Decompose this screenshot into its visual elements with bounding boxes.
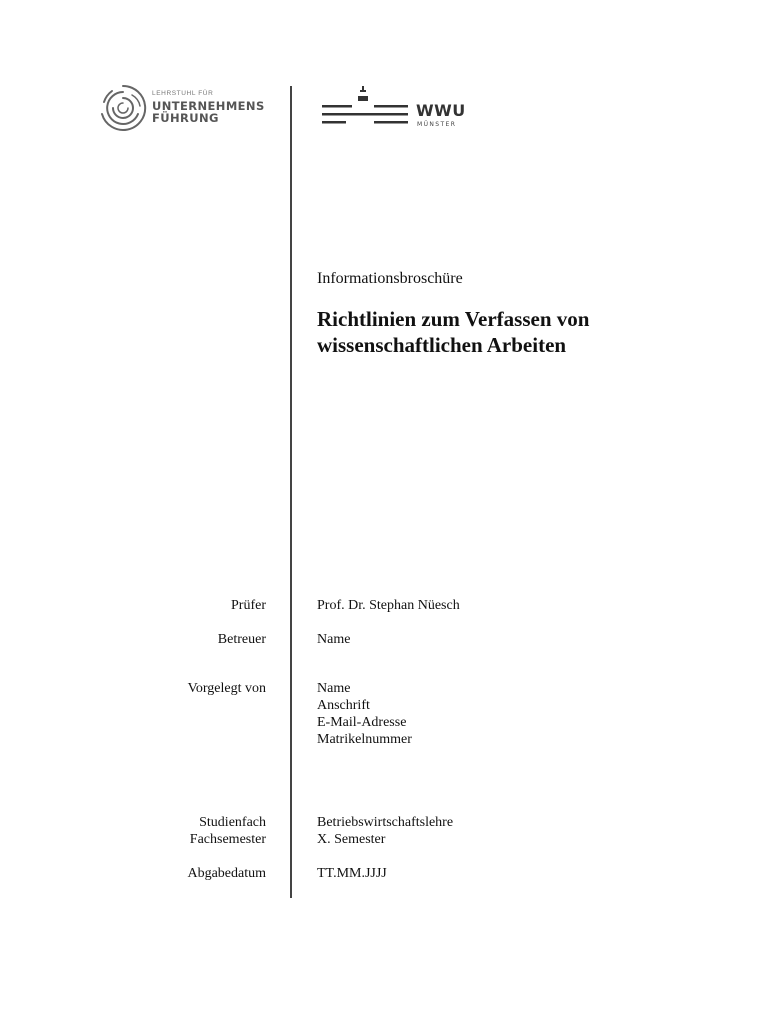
document-title	[317, 306, 737, 358]
chair-logo-line2: FÜHRUNG	[152, 111, 219, 125]
university-crest-icon	[318, 86, 410, 134]
examiner-value: Prof. Dr. Stephan Nüesch	[317, 598, 460, 613]
document-kicker: Informationsbroschüre	[317, 270, 463, 287]
chair-logo	[98, 84, 265, 132]
chair-logo-line1: UNTERNEHMENS	[152, 99, 265, 113]
study-semester-value: X. Semester	[317, 832, 386, 847]
study-subject-value: Betriebswirtschaftslehre	[317, 815, 454, 830]
study-labels	[190, 814, 266, 848]
university-logo-city: MÜNSTER	[417, 121, 457, 128]
due-date-value: TT.MM.JJJJ	[317, 866, 387, 881]
supervisor-label: Betreuer	[217, 632, 266, 647]
vertical-divider	[290, 86, 292, 898]
university-logo	[318, 86, 478, 134]
chair-logo-small-text: LEHRSTUHL FÜR	[152, 90, 214, 97]
submitted-by-value	[317, 680, 412, 748]
study-semester-label: Fachsemester	[189, 832, 266, 847]
submitted-by-matriculation: Matrikelnummer	[317, 732, 412, 747]
document-title-line2: wissenschaftlichen Arbeiten	[317, 333, 567, 357]
circles-logo-icon	[98, 84, 148, 132]
university-logo-name: WWU	[416, 101, 466, 120]
submitted-by-email: E-Mail-Adresse	[317, 715, 407, 730]
submitted-by-label: Vorgelegt von	[187, 681, 266, 696]
submitted-by-address: Anschrift	[317, 698, 370, 713]
document-title-line1: Richtlinien zum Verfassen von	[317, 307, 590, 331]
submitted-by-name: Name	[317, 681, 351, 696]
examiner-label: Prüfer	[231, 598, 266, 613]
study-values	[317, 814, 453, 848]
due-date-label: Abgabedatum	[187, 866, 266, 881]
study-subject-label: Studienfach	[199, 815, 266, 830]
supervisor-value: Name	[317, 632, 351, 647]
